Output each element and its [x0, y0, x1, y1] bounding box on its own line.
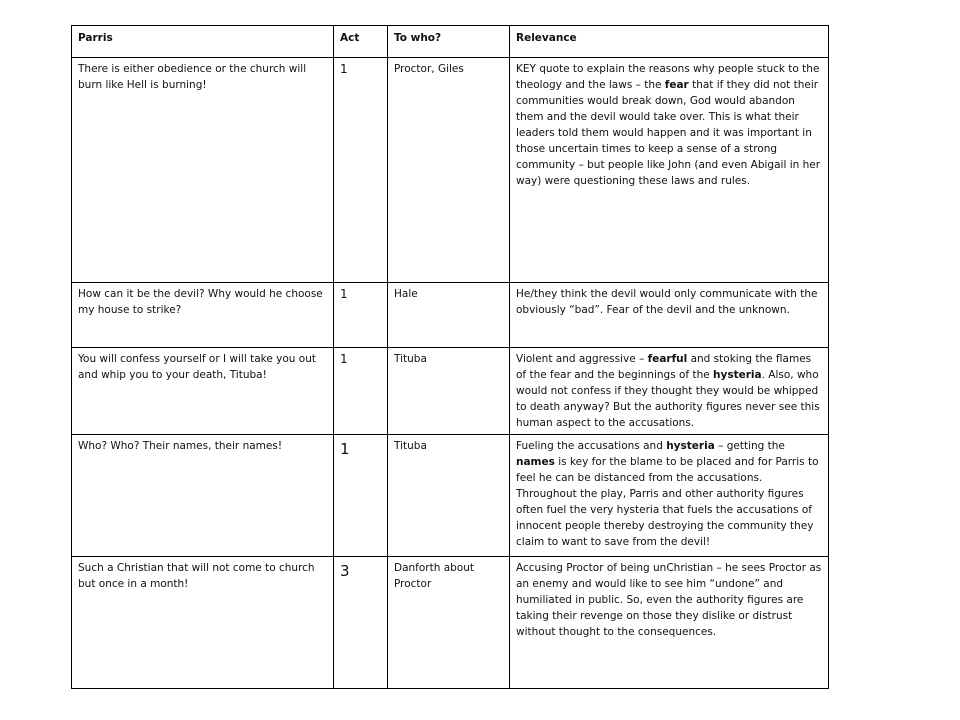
relevance-emphasis: hysteria	[713, 369, 762, 381]
quotes-table	[71, 25, 829, 689]
to-who-cell: Hale	[388, 283, 510, 348]
relevance-cell	[510, 58, 829, 283]
to-who-cell: Danforth about Proctor	[388, 557, 510, 689]
relevance-emphasis: names	[516, 456, 555, 468]
relevance-cell	[510, 435, 829, 557]
relevance-text: that if they did not their communities would break down, God would abandon them and the devil would take over. This is what their leaders told them would happen and it was important in those uncertain times to keep a sense of a strong community – but people like John (and even Abigail in her way) were questioning these laws and rules.	[516, 79, 821, 187]
table-row	[72, 348, 829, 435]
table-row	[72, 58, 829, 283]
relevance-text: Accusing Proctor of being unChristian – he sees Proctor as an enemy and would like to see him “undone” and humiliated in public. So, even the authority figures are taking their revenge on those they dislike or distrust without thought to the consequences.	[516, 562, 822, 638]
relevance-text: and stoking the flames of the fear and the beginnings of the	[516, 353, 812, 381]
act-cell: 1	[334, 348, 388, 435]
relevance-emphasis: fearful	[647, 353, 688, 365]
quote-cell: There is either obedience or the church will burn like Hell is burning!	[72, 58, 334, 283]
to-who-cell: Proctor, Giles	[388, 58, 510, 283]
to-who-cell: Tituba	[388, 348, 510, 435]
header-row	[72, 26, 829, 58]
relevance-cell	[510, 283, 829, 348]
relevance-emphasis: fear	[664, 79, 689, 91]
header-to-who: To who?	[388, 26, 510, 58]
relevance-text: Violent and aggressive –	[516, 353, 648, 365]
to-who-cell: Tituba	[388, 435, 510, 557]
relevance-text: . Also, who would not confess if they thought they would be whipped to death anyway? But the authority figures never see this human aspect to the accusations.	[516, 369, 820, 429]
relevance-text: is key for the blame to be placed and for Parris to feel he can be distanced from the accusations. Throughout the play, Parris and other authority figures often fuel the very hysteria that fuels the accusations of innocent people thereby destroying the community they claim to want to save from the devil!	[516, 456, 819, 548]
act-cell: 3	[334, 557, 388, 689]
table-row	[72, 557, 829, 689]
relevance-cell	[510, 557, 829, 689]
act-cell: 1	[334, 283, 388, 348]
act-cell: 1	[334, 435, 388, 557]
act-cell: 1	[334, 58, 388, 283]
relevance-text: – getting the	[714, 440, 785, 452]
quote-cell: You will confess yourself or I will take you out and whip you to your death, Tituba!	[72, 348, 334, 435]
table-row	[72, 435, 829, 557]
quote-cell: How can it be the devil? Why would he choose my house to strike?	[72, 283, 334, 348]
quote-cell: Such a Christian that will not come to church but once in a month!	[72, 557, 334, 689]
quote-cell: Who? Who? Their names, their names!	[72, 435, 334, 557]
relevance-cell	[510, 348, 829, 435]
relevance-text: He/they think the devil would only communicate with the obviously “bad”. Fear of the devil and the unknown.	[516, 288, 818, 316]
table-row	[72, 283, 829, 348]
relevance-text: KEY quote to explain the reasons why people stuck to the theology and the laws – the	[516, 63, 820, 91]
relevance-text: Fueling the accusations and	[516, 440, 667, 452]
relevance-emphasis: hysteria	[666, 440, 715, 452]
header-relevance: Relevance	[510, 26, 829, 58]
header-parris: Parris	[72, 26, 334, 58]
header-act: Act	[334, 26, 388, 58]
